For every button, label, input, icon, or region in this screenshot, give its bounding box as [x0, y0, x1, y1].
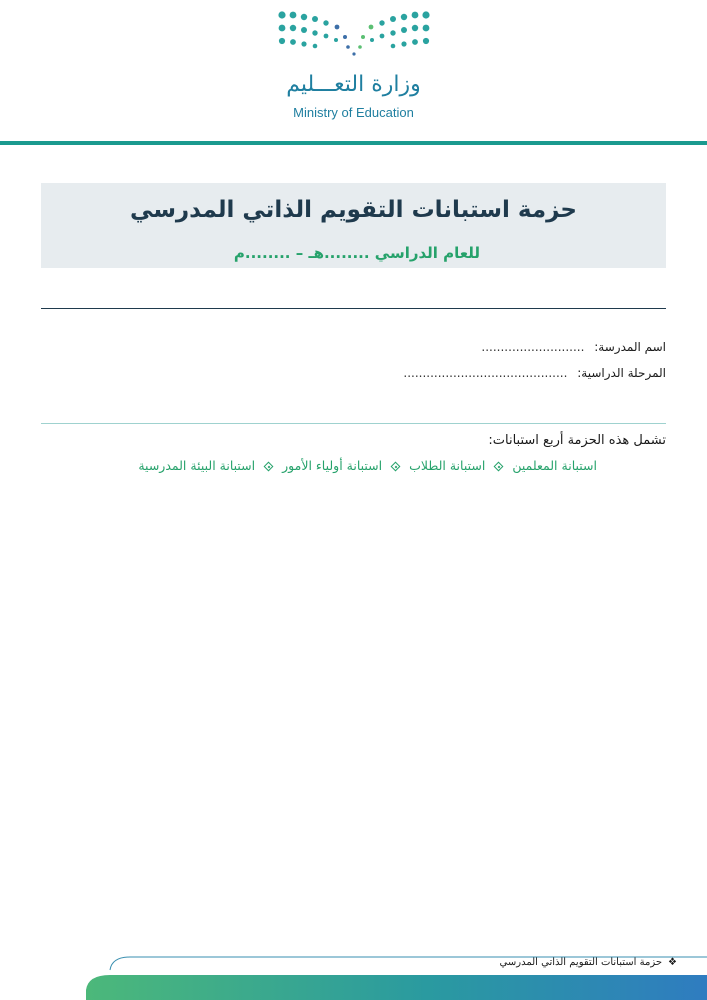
- survey-item: استبانة أولياء الأمور: [282, 458, 383, 473]
- stage-field: [403, 366, 666, 380]
- diamond-bullet-icon: [494, 462, 503, 471]
- survey-item: استبانة الطلاب: [409, 458, 486, 473]
- logo-dots-icon: [278, 10, 430, 62]
- footer-wave-decoration: [0, 940, 707, 1000]
- logo-arabic-text: وزارة التعـــليم: [286, 72, 421, 97]
- diamond-bullet-icon: [264, 462, 273, 471]
- survey-item: استبانة البيئة المدرسية: [138, 458, 256, 473]
- ministry-logo: [0, 0, 707, 130]
- school-name-blank[interactable]: ...........................: [481, 340, 585, 354]
- title-block: [41, 183, 666, 268]
- survey-item: استبانة المعلمين: [512, 458, 597, 473]
- diamond-bullet-icon: [391, 462, 400, 471]
- page-footer: [0, 940, 707, 1000]
- package-intro: تشمل هذه الحزمة أربع استبانات:: [488, 433, 666, 448]
- footer-title: حزمة استبانات التقويم الذاتي المدرسي: [499, 957, 663, 968]
- section-divider: [41, 308, 666, 309]
- footer-caption: [500, 957, 677, 968]
- stage-blank[interactable]: ...........................................: [403, 366, 568, 380]
- logo-english-text: Ministry of Education: [293, 105, 414, 120]
- page-title: حزمة استبانات التقويم الذاتي المدرسي: [130, 197, 577, 223]
- footer-bullet-icon: ❖: [668, 957, 677, 968]
- academic-year-line: للعام الدراسي ........هـ – ........م: [233, 244, 480, 262]
- school-name-field: [481, 340, 666, 354]
- header-divider: [0, 141, 707, 145]
- section-divider-light: [41, 423, 666, 424]
- school-name-label: اسم المدرسة:: [594, 340, 666, 354]
- stage-label: المرحلة الدراسية:: [577, 366, 666, 380]
- surveys-list: [138, 458, 597, 473]
